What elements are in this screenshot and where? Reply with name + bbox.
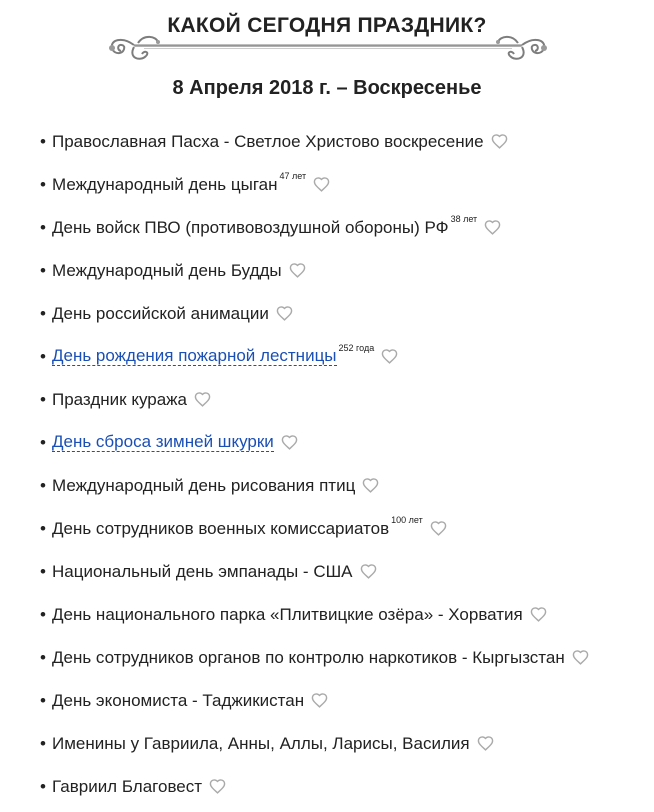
heart-outline-icon[interactable]: [360, 564, 377, 579]
page-title: КАКОЙ СЕГОДНЯ ПРАЗДНИК?: [167, 14, 487, 37]
holiday-item: [40, 249, 589, 292]
heart-outline-icon[interactable]: [572, 650, 589, 665]
holiday-item: [40, 206, 589, 249]
heart-outline-icon[interactable]: [491, 134, 508, 149]
heart-outline-icon[interactable]: [362, 478, 379, 493]
holiday-item: [40, 550, 589, 593]
bullet-marker: •: [40, 690, 46, 710]
holiday-item: [40, 464, 589, 507]
holiday-list: [40, 120, 589, 808]
holiday-item: [40, 292, 589, 335]
holiday-item: [40, 765, 589, 808]
bullet-marker: •: [40, 647, 46, 667]
holiday-name: Международный день рисования птиц: [52, 475, 356, 495]
bullet-marker: •: [40, 432, 46, 452]
bullet-marker: •: [40, 131, 46, 151]
holiday-item: [40, 163, 589, 206]
holiday-name: День сотрудников военных комиссариатов: [52, 518, 390, 538]
holiday-item: [40, 120, 589, 163]
heart-outline-icon[interactable]: [311, 693, 328, 708]
holiday-name: Именины у Гавриила, Анны, Аллы, Ларисы, Василия: [52, 733, 470, 753]
holiday-item: [40, 593, 589, 636]
heart-outline-icon[interactable]: [430, 521, 447, 536]
heart-outline-icon[interactable]: [530, 607, 547, 622]
heart-outline-icon[interactable]: [477, 736, 494, 751]
holiday-item: [40, 722, 589, 765]
holiday-name: Национальный день эмпанады - США: [52, 561, 353, 581]
holiday-item: [40, 335, 589, 378]
holiday-name: День сотрудников органов по контролю наркотиков - Кыргызстан: [52, 647, 565, 667]
bullet-marker: •: [40, 518, 46, 538]
heart-outline-icon[interactable]: [209, 779, 226, 794]
holiday-item: [40, 378, 589, 421]
bullet-marker: •: [40, 346, 46, 366]
bullet-marker: •: [40, 260, 46, 280]
heart-outline-icon[interactable]: [484, 220, 501, 235]
holiday-link[interactable]: День рождения пожарной лестницы: [52, 346, 337, 365]
heart-outline-icon[interactable]: [381, 349, 398, 364]
ornamental-divider: [104, 30, 552, 70]
holiday-item: [40, 507, 589, 550]
holiday-name: Праздник куража: [52, 389, 187, 409]
holiday-name: Международный день Будды: [52, 260, 282, 280]
bullet-marker: •: [40, 217, 46, 237]
holiday-age: 252 года: [338, 342, 375, 353]
bullet-marker: •: [40, 475, 46, 495]
holiday-item: [40, 679, 589, 722]
holiday-age: 47 лет: [279, 170, 307, 181]
current-date: 8 Апреля 2018 г. – Воскресенье: [172, 77, 482, 99]
bullet-marker: •: [40, 303, 46, 323]
bullet-marker: •: [40, 733, 46, 753]
holiday-name: Международный день цыган: [52, 174, 278, 194]
bullet-marker: •: [40, 604, 46, 624]
heart-outline-icon[interactable]: [276, 306, 293, 321]
holiday-name: Гавриил Благовест: [52, 776, 203, 796]
holiday-age: 38 лет: [450, 213, 478, 224]
holiday-item: [40, 636, 589, 679]
bullet-marker: •: [40, 561, 46, 581]
holiday-name: Православная Пасха - Светлое Христово воскресение: [52, 131, 484, 151]
bullet-marker: •: [40, 174, 46, 194]
heart-outline-icon[interactable]: [194, 392, 211, 407]
holiday-link[interactable]: День сброса зимней шкурки: [52, 432, 274, 451]
holiday-name: День войск ПВО (противовоздушной обороны) РФ: [52, 217, 449, 237]
heart-outline-icon[interactable]: [281, 435, 298, 450]
holiday-name: День российской анимации: [52, 303, 269, 323]
holiday-name: День экономиста - Таджикистан: [52, 690, 305, 710]
bullet-marker: •: [40, 389, 46, 409]
heart-outline-icon[interactable]: [289, 263, 306, 278]
heart-outline-icon[interactable]: [313, 177, 330, 192]
bullet-marker: •: [40, 776, 46, 796]
holiday-age: 100 лет: [391, 514, 423, 525]
holiday-name: День национального парка «Плитвицкие озёра» - Хорватия: [52, 604, 523, 624]
holiday-item: [40, 421, 589, 464]
